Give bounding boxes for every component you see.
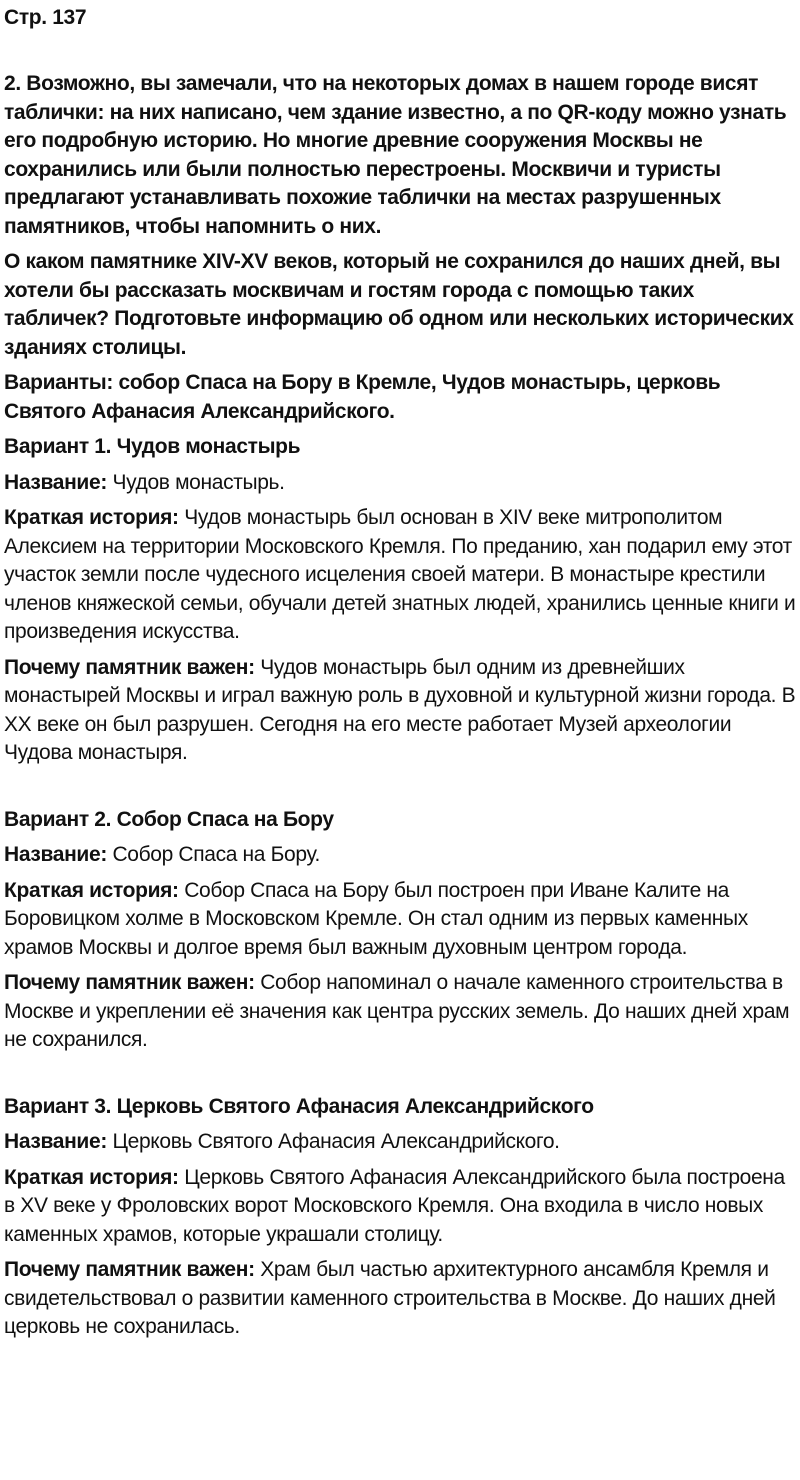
variant-2-heading: Вариант 2. Собор Спаса на Бору [4,807,334,831]
name-label: Название: [4,470,107,494]
history-text: Собор Спаса на Бору был построен при Иване Калите на Боровицком холме в Московском Кремле. Он стал одним из первых каменных храмов Москвы и долгое время был важным духовным центром города. [4,878,748,959]
importance-text: Чудов монастырь был одним из древнейших монастырей Москвы и играл важную роль в духовной и культурной жизни города. В XX веке он был разрушен. Сегодня на его месте работает Музей археологии Чудова монастыря. [4,655,796,764]
name-text: Церковь Святого Афанасия Александрийского. [106,1130,560,1153]
document-content [4,70,800,1342]
history-text: Чудов монастырь был основан в XIV веке митрополитом Алексием на территории Московского Кремля. По преданию, хан подарил ему этот участок земли после чудесного исцеления своей матери. В монастыре крестили членов княжеской семьи, обучали детей знатных людей, хранились ценные книги и произведения искусства. [4,506,796,643]
name-text: Чудов монастырь. [106,470,285,494]
variant-1-heading: Вариант 1. Чудов монастырь [4,435,301,458]
task-intro: 2. Возможно, вы замечали, что на некоторых домах в нашем городе висят таблички: на них написано, чем здание известно, а по QR-коду можно узнать его подробную историю. Но многие древние сооружения Москвы не сохранились или были полностью перестроены. Москвичи и туристы предлагают устанавливать похожие таблички на местах разрушенных памятников, чтобы напомнить о них. [4,72,787,238]
importance-label: Почему памятник важен: [4,655,255,679]
name-label: Название: [4,843,107,866]
task-question: О каком памятнике XIV-XV веков, который не сохранился до наших дней, вы хотели бы рассказать москвичам и гостям города с помощью таких табличек? Подготовьте информацию об одном или нескольких исторических зданиях столицы. [4,250,794,359]
variant-3-name [4,1128,800,1157]
importance-text: Собор напоминал о начале каменного строительства в Москве и укреплении её значения как центра русских земель. До наших дней храм не сохранился. [4,971,790,1051]
name-label: Название: [4,1130,107,1153]
variant-2-importance [4,969,800,1055]
variant-1-history [4,504,800,647]
variant-3-history [4,1164,800,1250]
page-number: Стр. 137 [4,6,87,29]
importance-label: Почему памятник важен: [4,1258,255,1281]
variant-2-name [4,841,800,870]
history-label: Краткая история: [4,1165,179,1189]
variant-3-importance [4,1256,800,1342]
importance-text: Храм был частью архитектурного ансамбля Кремля и свидетельствовал о развитии каменного строительства в Москве. До наших дней церковь не сохранилась. [4,1258,776,1338]
history-text: Церковь Святого Афанасия Александрийского была построена в XV веке у Фроловских ворот Московского Кремля. Она входила в число новых каменных храмов, которые украшали столицу. [4,1165,785,1246]
history-label: Краткая история: [4,506,179,529]
history-label: Краткая история: [4,878,179,902]
variant-3-heading: Вариант 3. Церковь Святого Афанасия Александрийского [4,1094,594,1118]
variant-1-name [4,469,800,498]
task-options: Варианты: собор Спаса на Бору в Кремле, Чудов монастырь, церковь Святого Афанасия Александрийского. [4,371,721,423]
variant-2-history [4,877,800,963]
variant-1-importance [4,654,800,768]
importance-label: Почему памятник важен: [4,971,255,994]
name-text: Собор Спаса на Бору. [106,843,320,866]
